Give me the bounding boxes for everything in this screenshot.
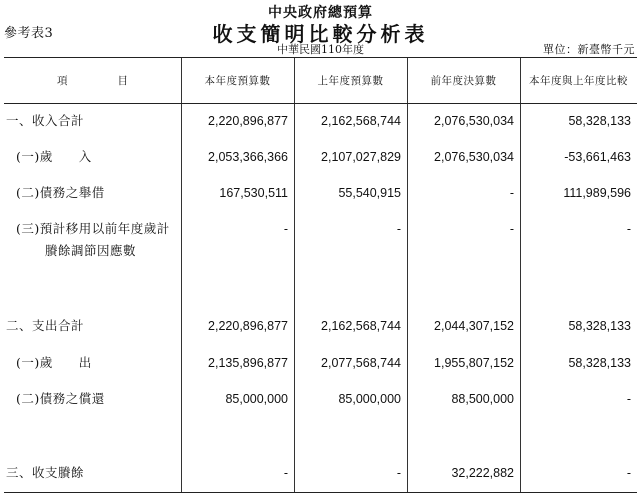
row-label-annual-expenditure: (一)歲 出 bbox=[16, 355, 92, 370]
reference-table-label: 參考表3 bbox=[4, 26, 54, 41]
cell-prior: - bbox=[509, 222, 514, 236]
cell-diff: - bbox=[626, 392, 631, 406]
row-label-surplus-adjustment: (三)預計移用以前年度歲計 bbox=[16, 221, 170, 236]
cell-diff: - bbox=[626, 466, 631, 480]
row-label-balance-surplus: 三、收支賸餘 bbox=[6, 465, 85, 480]
cell-current: 2,220,896,877 bbox=[208, 319, 288, 333]
cell-current: 2,053,366,366 bbox=[208, 150, 288, 164]
cell-current: - bbox=[283, 466, 288, 480]
currency-unit-label: 單位：新臺幣千元 bbox=[543, 43, 635, 56]
cell-prior: 2,044,307,152 bbox=[434, 319, 514, 333]
row-label-surplus-adjustment-line2: 賸餘調節因應數 bbox=[45, 243, 137, 258]
row-label-debt-borrowing: (二)債務之舉借 bbox=[16, 185, 105, 200]
row-label-debt-repayment: (二)債務之償還 bbox=[16, 391, 105, 406]
cell-prior: 2,076,530,034 bbox=[434, 114, 514, 128]
cell-prior: 1,955,807,152 bbox=[434, 356, 514, 370]
cell-diff: 58,328,133 bbox=[568, 319, 631, 333]
cell-current: 167,530,511 bbox=[219, 186, 288, 200]
cell-diff: 58,328,133 bbox=[568, 356, 631, 370]
table-header-row bbox=[4, 58, 637, 104]
column-header-item bbox=[4, 58, 181, 103]
row-label-annual-revenue: (一)歲 入 bbox=[16, 149, 92, 164]
cell-diff: 58,328,133 bbox=[568, 114, 631, 128]
row-label-expenditure-total: 二、支出合計 bbox=[6, 318, 85, 333]
cell-previous: 55,540,915 bbox=[338, 186, 401, 200]
cell-prior: - bbox=[509, 186, 514, 200]
column-header-previous-budget: 上年度預算數 bbox=[317, 75, 384, 87]
column-header-item-part2: 目 bbox=[117, 75, 128, 87]
cell-current: 2,220,896,877 bbox=[208, 114, 288, 128]
cell-current: 2,135,896,877 bbox=[208, 356, 288, 370]
cell-previous: 2,107,027,829 bbox=[321, 150, 401, 164]
comparison-table bbox=[4, 57, 637, 493]
cell-previous: 2,162,568,744 bbox=[321, 114, 401, 128]
column-header-item-part1: 項 bbox=[57, 75, 68, 87]
row-label-revenue-total: 一、收入合計 bbox=[6, 113, 85, 128]
cell-previous: - bbox=[396, 466, 401, 480]
cell-current: - bbox=[283, 222, 288, 236]
cell-diff: 111,989,596 bbox=[563, 186, 631, 200]
cell-previous: 85,000,000 bbox=[338, 392, 401, 406]
column-header-prior-final: 前年度決算數 bbox=[430, 75, 497, 87]
page-title: 收支簡明比較分析表 bbox=[212, 22, 429, 46]
cell-diff: -53,661,463 bbox=[564, 150, 631, 164]
cell-previous: 2,162,568,744 bbox=[321, 319, 401, 333]
cell-prior: 88,500,000 bbox=[451, 392, 514, 406]
cell-diff: - bbox=[626, 222, 631, 236]
fiscal-year-label: 中華民國110年度 bbox=[277, 43, 364, 56]
cell-previous: - bbox=[396, 222, 401, 236]
cell-prior: 2,076,530,034 bbox=[434, 150, 514, 164]
column-header-current-budget: 本年度預算數 bbox=[204, 75, 271, 87]
cell-prior: 32,222,882 bbox=[451, 466, 514, 480]
cell-previous: 2,077,568,744 bbox=[321, 356, 401, 370]
cell-current: 85,000,000 bbox=[225, 392, 288, 406]
agency-title: 中央政府總預算 bbox=[268, 5, 373, 21]
column-header-comparison: 本年度與上年度比較 bbox=[529, 75, 628, 87]
